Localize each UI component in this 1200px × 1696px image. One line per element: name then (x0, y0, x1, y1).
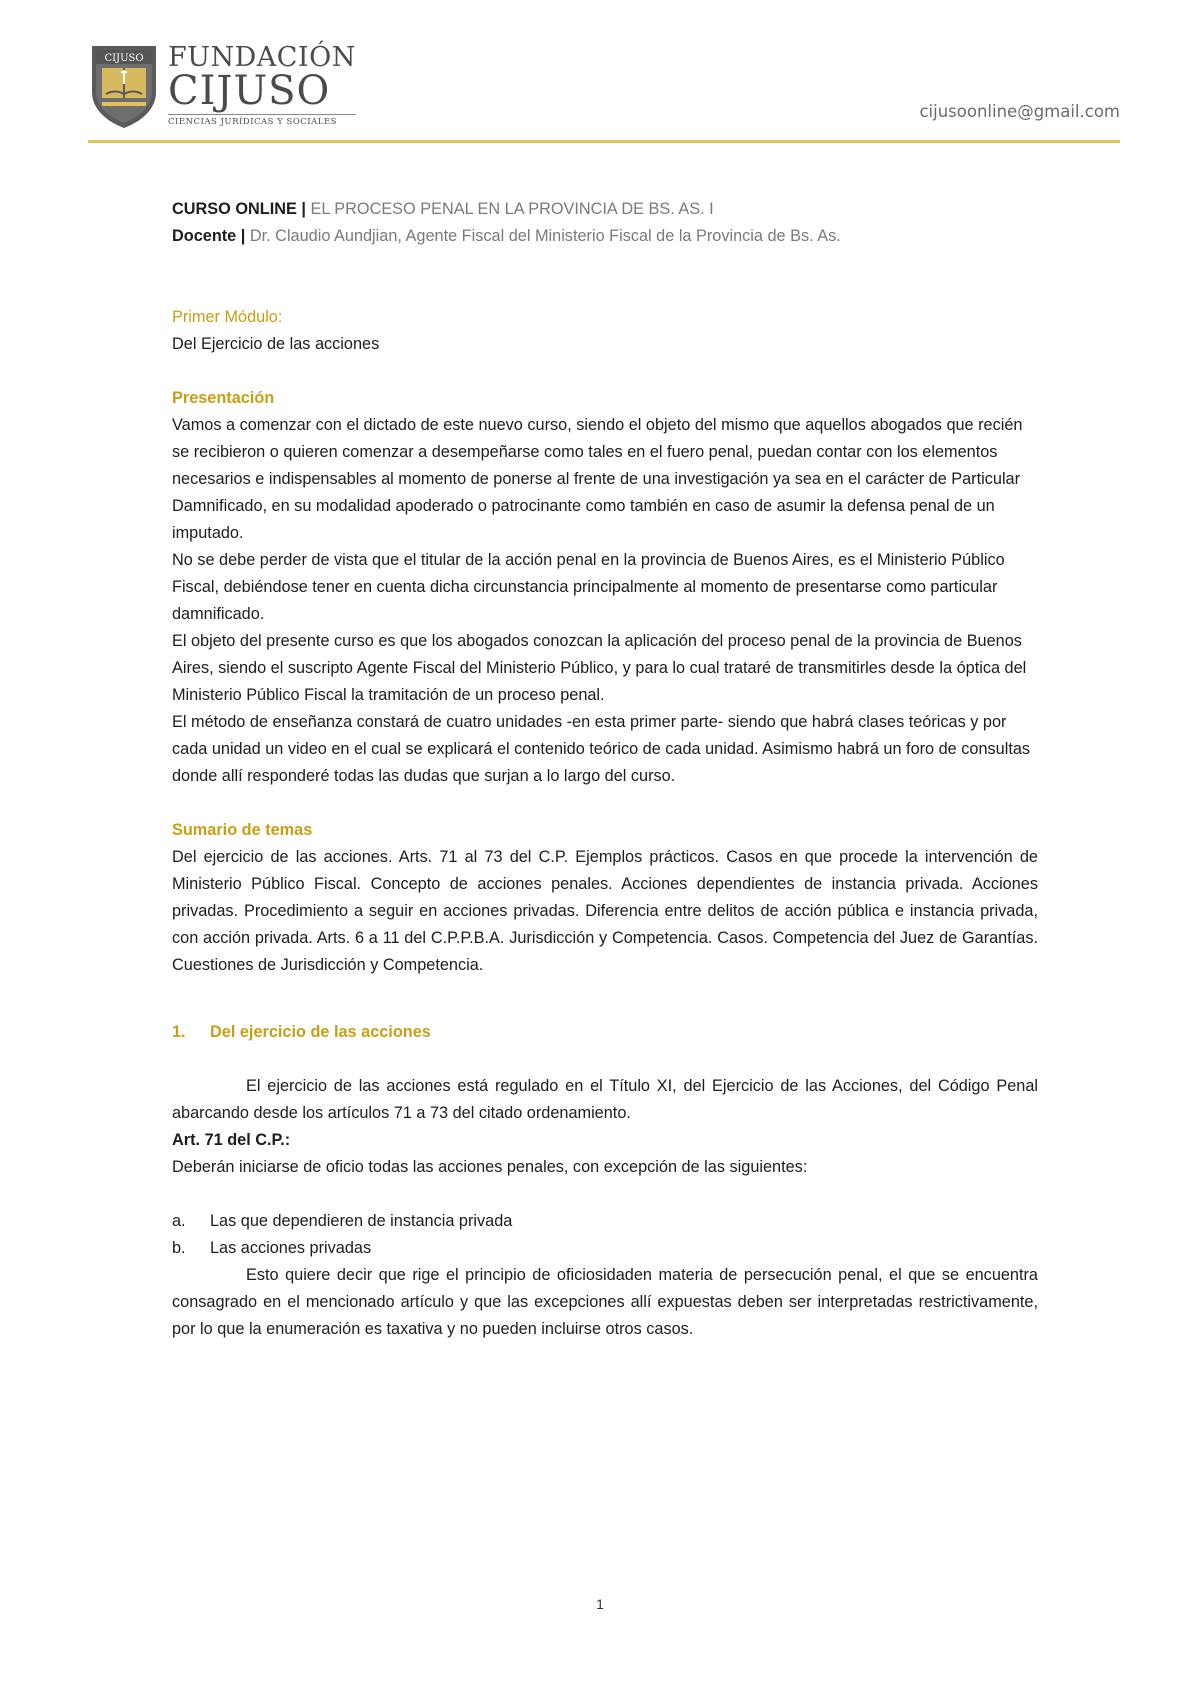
presentation-heading: Presentación (172, 389, 275, 407)
teacher-line (172, 223, 1038, 250)
presentation-paragraph: No se debe perder de vista que el titular de la acción penal en la provincia de Buenos Aires, es el Ministerio Público Fiscal, debiéndose tener en cuenta dicha circunstancia principalmente al momento de presentarse como particular damnificado. (172, 551, 1005, 623)
module-name: Del Ejercicio de las acciones (172, 335, 380, 353)
section-title: Del ejercicio de las acciones (210, 1023, 431, 1041)
presentation-paragraph: Vamos a comenzar con el dictado de este nuevo curso, siendo el objeto del mismo que aquellos abogados que recién se recibieron o quieren comenzar a desempeñarse como tales en el fuero penal, puedan contar con los elementos necesarios e indispensables al momento de ponerse al frente de una investigación ya sea en el carácter de Particular Damnificado, en su modalidad apoderado o patrocinante como también en caso de asumir la defensa penal de un imputado. (172, 416, 1023, 542)
teacher-label: Docente | (172, 227, 246, 245)
section-number: 1. (172, 1023, 186, 1041)
list-letter: b. (172, 1239, 186, 1257)
article-label: Art. 71 del C.P.: (172, 1131, 291, 1149)
shield-badge-text: CIJUSO (104, 53, 144, 64)
list-item (172, 1208, 1038, 1235)
shield-logo-icon (88, 44, 160, 130)
fundacion-cijuso-logo (88, 44, 388, 134)
logo-title-line1: FUNDACIÓN (168, 42, 356, 73)
page-number: 1 (596, 1596, 604, 1612)
logo-title-line2: CIJUSO (168, 68, 331, 114)
list-item (172, 1235, 1038, 1262)
course-title: EL PROCESO PENAL EN LA PROVINCIA DE BS. AS. I (310, 200, 714, 218)
module-heading: Primer Módulo: (172, 308, 283, 326)
list-text: Las acciones privadas (210, 1239, 372, 1257)
presentation-paragraph: El método de enseñanza constará de cuatro unidades -en esta primer parte- siendo que habrá clases teóricas y por cada unidad un video en el cual se explicará el contenido teórico de cada unidad. Asimismo habrá un foro de consultas donde allí responderé todas las dudas que surjan a lo largo del curso. (172, 713, 1031, 785)
page-header (88, 44, 1120, 144)
section-heading (172, 1019, 1038, 1046)
header-divider (88, 140, 1120, 143)
course-title-line (172, 196, 1038, 223)
article-text: Deberán iniciarse de oficio todas las acciones penales, con excepción de las siguientes: (172, 1158, 808, 1176)
list-text: Las que dependieren de instancia privada (210, 1212, 513, 1230)
summary-heading: Sumario de temas (172, 821, 313, 839)
logo-subtitle: CIENCIAS JURÍDICAS Y SOCIALES (168, 114, 356, 127)
course-label: CURSO ONLINE | (172, 200, 306, 218)
logo-text (168, 44, 356, 127)
contact-email: cijusoonline@gmail.com (919, 102, 1120, 121)
section-closing: Esto quiere decir que rige el principio de oficiosidaden materia de persecución penal, el que se encuentra consagrado en el mencionado artículo y que las excepciones allí expuestas deben ser interpretadas restrictivamente, por lo que la enumeración es taxativa y no pueden incluirse otros casos. (172, 1266, 1038, 1338)
section-intro: El ejercicio de las acciones está regulado en el Título XI, del Ejercicio de las Acciones, del Código Penal abarcando desde los artículos 71 a 73 del citado ordenamiento. (172, 1077, 1038, 1122)
presentation-paragraph: El objeto del presente curso es que los abogados conozcan la aplicación del proceso penal de la provincia de Buenos Aires, siendo el suscripto Agente Fiscal del Ministerio Público, y para lo cual trataré de transmitirles desde la óptica del Ministerio Público Fiscal la tramitación de un proceso penal. (172, 632, 1027, 704)
summary-text: Del ejercicio de las acciones. Arts. 71 al 73 del C.P. Ejemplos prácticos. Casos en que procede la intervención de Ministerio Público Fiscal. Concepto de acciones penales. Acciones dependientes de instancia privada. Acciones privadas. Procedimiento a seguir en acciones privadas. Diferencia entre delitos de acción pública e instancia privada, con acción privada. Arts. 6 a 11 del C.P.P.B.A. Jurisdicción y Competencia. Casos. Competencia del Juez de Garantías. Cuestiones de Jurisdicción y Competencia. (172, 848, 1038, 974)
document-body (172, 196, 1038, 1343)
teacher-name: Dr. Claudio Aundjian, Agente Fiscal del Ministerio Fiscal de la Provincia de Bs. As. (249, 227, 841, 245)
list-letter: a. (172, 1212, 186, 1230)
